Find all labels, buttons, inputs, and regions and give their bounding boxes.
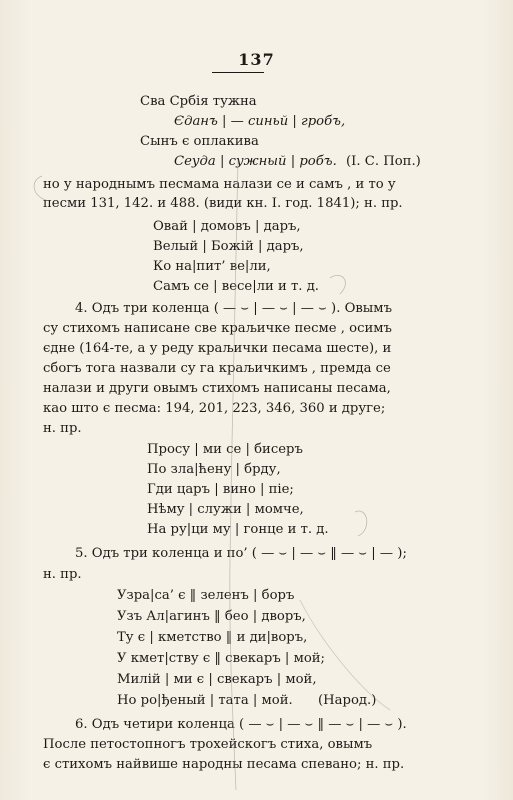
verse-line: Узъ Ал|агинъ ‖ бео | дворъ, <box>117 609 306 624</box>
text-line: песми 131, 142. и 488. (види кн. I. год. 1841); н. пр. <box>43 196 403 211</box>
text-line: єдне (164-те, а у реду краљички песама шесте), и <box>43 341 392 356</box>
verse-line: Ко на|пит’ ве|ли, <box>153 259 271 274</box>
page-number: 137 <box>238 50 275 69</box>
verse-line: Сва Србiя тужна <box>140 94 257 109</box>
verse-line: Просу | ми се | бисеръ <box>147 442 303 457</box>
verse-line: Но ро|ђеный | тата | мой. <box>117 693 293 708</box>
poem-attribution: (I. С. Поп.) <box>346 154 421 169</box>
section-6-heading: 6. Одъ четири коленца ( — ⌣ | — ⌣ ‖ — ⌣ | — ⌣ ). <box>75 717 407 732</box>
poem-attribution: (Народ.) <box>318 693 377 708</box>
page-number-rule <box>212 72 264 73</box>
verse-line: На ру|ци му | гонце и т. д. <box>147 522 329 537</box>
verse-line: Єданъ | — синьй | гробъ, <box>174 114 346 129</box>
verse-line: По зла|ћену | брду, <box>147 462 281 477</box>
verse-line: Сеуда | сужный | робъ. <box>174 154 337 169</box>
verse-line: Нѣму | служи | момче, <box>147 502 304 517</box>
text-line: налази и други овымъ стихомъ написаны песама, <box>43 381 391 396</box>
verse-line: Милiй | ми є | свекаръ | мой, <box>117 672 317 687</box>
verse-line: Гди царъ | вино | пiе; <box>147 482 294 497</box>
text-line: н. пр. <box>43 421 82 436</box>
text-line: но у народнымъ песмама налази се и самъ , и то у <box>43 177 396 192</box>
text-line: сбогъ тога назвали су га краљичкимъ , премда се <box>43 361 391 376</box>
section-4-heading: 4. Одъ три коленца ( — ⌣ | — ⌣ | — ⌣ ). Овымъ <box>75 301 392 316</box>
text-line: као што є песма: 194, 201, 223, 346, 360 и друге; <box>43 401 386 416</box>
verse-line: Ту є | кметство ‖ и ди|воръ, <box>117 630 308 645</box>
verse-line: У кмет|ству є ‖ свекаръ | мой; <box>117 651 325 666</box>
text-line: су стихомъ написане све краљичке песме , осимъ <box>43 321 392 336</box>
verse-line: Узра|са’ є ‖ зеленъ | боръ <box>117 588 295 603</box>
text-line: н. пр. <box>43 567 82 582</box>
text-line: После петостопногъ трохейскогъ стиха, овымъ <box>43 737 373 752</box>
section-5-heading: 5. Одъ три коленца и по’ ( — ⌣ | — ⌣ ‖ — ⌣ | — ); <box>75 546 407 561</box>
verse-line: Велый | Божiй | даръ, <box>153 239 304 254</box>
text-line: є стихомъ найвише народны песама спевано; н. пр. <box>43 757 405 772</box>
verse-line: Самъ се | весе|ли и т. д. <box>153 279 320 294</box>
verse-line: Сынъ є оплакива <box>140 134 259 149</box>
verse-line: Овай | домовъ | даръ, <box>153 219 301 234</box>
